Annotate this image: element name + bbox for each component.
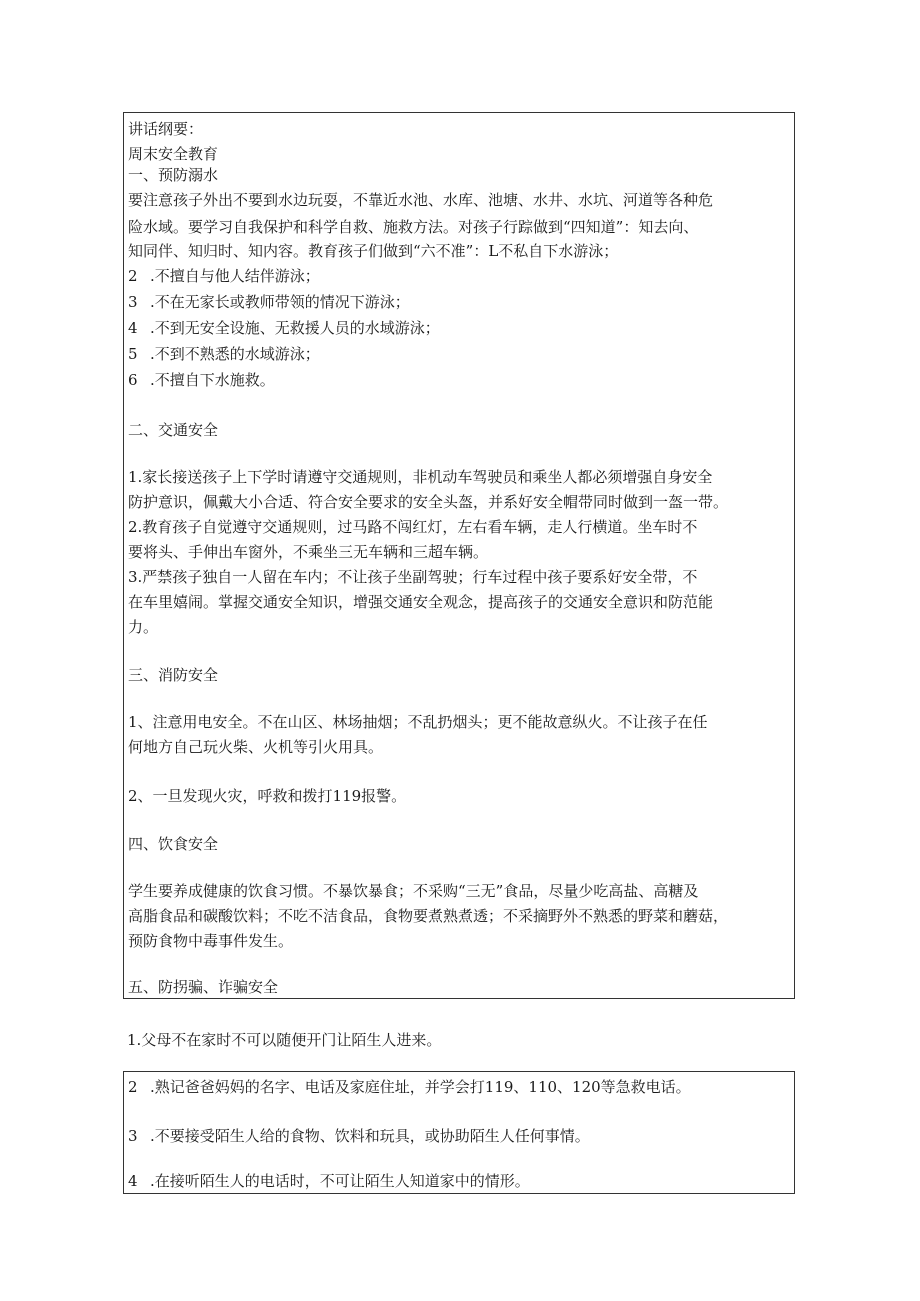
paragraph-line: 险水域。要学习自我保护和科学自救、施救方法。对孩子行踪做到“四知道”：知去向、	[128, 218, 699, 236]
item-number: 5	[128, 345, 138, 363]
paragraph-line: 预防食物中毒事件发生。	[128, 932, 294, 950]
content-box-main	[123, 112, 795, 999]
section-heading-fraud: 五、防拐骗、诈骗安全	[128, 978, 279, 996]
paragraph-line: 要将头、手伸出车窗外，不乘坐三无车辆和三超车辆。	[128, 543, 489, 561]
outline-header: 讲话纲要：	[128, 120, 204, 138]
item-text: .不要接受陌生人给的食物、饮料和玩具，或协助陌生人任何事情。	[150, 1127, 590, 1145]
item-text: .不擅自与他人结伴游泳；	[150, 267, 320, 285]
paragraph-line: 2.教育孩子自觉遵守交通规则，过马路不闯红灯，左右看车辆，走人行横道。坐车时不	[128, 518, 698, 536]
paragraph-line: 3.严禁孩子独自一人留在车内；不让孩子坐副驾驶；行车过程中孩子要系好安全带，不	[128, 568, 698, 586]
list-item	[128, 1126, 590, 1146]
document-title: 周末安全教育	[128, 145, 219, 163]
paragraph-line: 何地方自己玩火柴、火机等引火用具。	[128, 738, 384, 756]
item-number: 6	[128, 371, 138, 389]
paragraph-line: 1、注意用电安全。不在山区、林场抽烟；不乱扔烟头；更不能故意纵火。不让孩子在任	[128, 713, 708, 731]
list-item	[128, 1171, 530, 1191]
item-number: 3	[128, 293, 138, 311]
item-number: 3	[128, 1127, 138, 1145]
paragraph-line: 1.家长接送孩子上下学时请遵守交通规则，非机动车驾驶员和乘坐人都必须增强自身安全	[128, 468, 713, 486]
item-text: .不在无家长或教师带领的情况下游泳；	[150, 293, 410, 311]
content-box-secondary	[123, 1071, 795, 1194]
paragraph-line: 防护意识，佩戴大小合适、符合安全要求的安全头盔，并系好安全帽带同时做到一盔一带。	[128, 493, 729, 511]
list-item	[128, 344, 320, 364]
item-text: .熟记爸爸妈妈的名字、电话及家庭住址，并学会打119、110、120等急救电话。	[150, 1078, 691, 1096]
item-text: .不到不熟悉的水域游泳；	[150, 345, 320, 363]
paragraph-line: 学生要养成健康的饮食习惯。不暴饮暴食；不采购“三无”食品，尽量少吃高盐、高糖及	[128, 882, 699, 900]
item-number: 2	[128, 267, 138, 285]
item-text: .在接听陌生人的电话时，不可让陌生人知道家中的情形。	[150, 1172, 530, 1190]
list-item	[128, 1077, 691, 1097]
list-item	[128, 318, 440, 338]
section-heading-food: 四、饮食安全	[128, 835, 219, 853]
paragraph-line: 要注意孩子外出不要到水边玩耍，不靠近水池、水库、池塘、水井、水坑、河道等各种危	[128, 191, 714, 209]
item-number: 2	[128, 1078, 138, 1096]
item-number: 4	[128, 1172, 138, 1190]
item-number: 4	[128, 319, 138, 337]
section-heading-traffic: 二、交通安全	[128, 421, 219, 439]
paragraph-line: 知同伴、知归时、知内容。教育孩子们做到“六不准”：L不私自下水游泳；	[128, 242, 619, 260]
paragraph-line: 在车里嬉闹。掌握交通安全知识，增强交通安全观念，提高孩子的交通安全意识和防范能	[128, 593, 714, 611]
paragraph-line: 2、一旦发现火灾，呼救和拨打119报警。	[128, 787, 407, 805]
paragraph-line: 力。	[128, 618, 159, 636]
list-item	[128, 266, 320, 286]
list-item	[128, 370, 275, 390]
item-text: .不到无安全设施、无救援人员的水域游泳；	[150, 319, 440, 337]
list-item	[128, 292, 410, 312]
paragraph-line: 高脂食品和碳酸饮料；不吃不洁食品，食物要煮熟煮透；不采摘野外不熟悉的野菜和蘑菇，	[128, 907, 729, 925]
section-heading-fire: 三、消防安全	[128, 666, 219, 684]
section-heading-drowning: 一、预防溺水	[128, 166, 219, 184]
standalone-line: 1.父母不在家时不可以随便开门让陌生人进来。	[127, 1031, 442, 1049]
item-text: .不擅自下水施救。	[150, 371, 275, 389]
